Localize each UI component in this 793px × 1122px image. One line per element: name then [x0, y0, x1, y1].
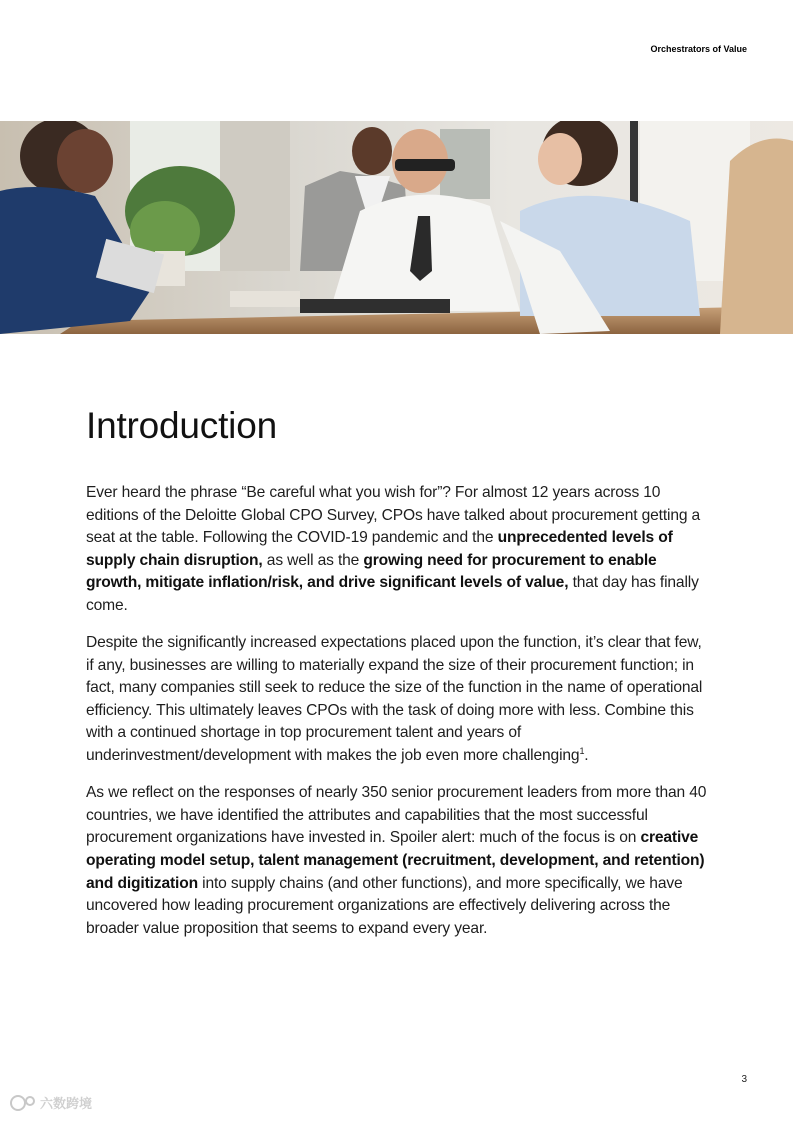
body-text	[86, 482, 708, 955]
watermark-logo-icon	[8, 1092, 108, 1114]
bold-text-segment: growing need for procurement to enable growth, mitigate inflation/risk, and drive significant levels of value,	[86, 551, 657, 592]
text-segment: Despite the significantly increased expectations placed upon the function, it’s clear that few, if any, businesses are willing to materially expand the size of their procurement function; in fact, many companies still seek to reduce the size of the function in the name of operational efficiency. This ultimately leaves CPOs with the task of doing more with less. Combine this with a continued shortage in top procurement talent and years of underinvestment/development with makes the job even more challenging	[86, 634, 703, 765]
paragraph-2	[86, 632, 708, 768]
bold-text-segment: unprecedented levels of supply chain disruption,	[86, 529, 673, 569]
footnote-reference[interactable]: 1	[579, 745, 585, 756]
text-segment: Ever heard the phrase “Be careful what you wish for”? For almost 12 years across 10 editions of the Deloitte Global CPO Survey, CPOs have talked about procurement getting a seat at the table. Following the COVID-19 pandemic and the	[86, 484, 701, 547]
svg-text:六数跨境: 六数跨境	[40, 1097, 93, 1112]
text-segment: into supply chains (and other functions), and more specifically, we have uncovered how leading procurement organizations are effectively delivering across the broader value proposition that seems to expand every year.	[86, 874, 683, 937]
page-title: Introduction	[86, 405, 277, 446]
text-segment: that day has finally come.	[86, 574, 699, 614]
hero-photo	[0, 121, 793, 334]
running-header: Orchestrators of Value	[650, 44, 747, 54]
text-segment: as well as the	[262, 551, 364, 569]
text-segment: As we reflect on the responses of nearly 350 senior procurement leaders from more than 40 countries, we have identified the attributes and capabilities that the most successful procurement organizations have invested in. Spoiler alert: much of the focus is on	[86, 784, 707, 847]
paragraph-1	[86, 482, 708, 618]
page-number: 3	[741, 1074, 747, 1085]
text-segment: .	[584, 747, 589, 765]
paragraph-3	[86, 782, 708, 940]
bold-text-segment: creative operating model setup, talent management (recruitment, development, and retention) and digitization	[86, 829, 705, 892]
